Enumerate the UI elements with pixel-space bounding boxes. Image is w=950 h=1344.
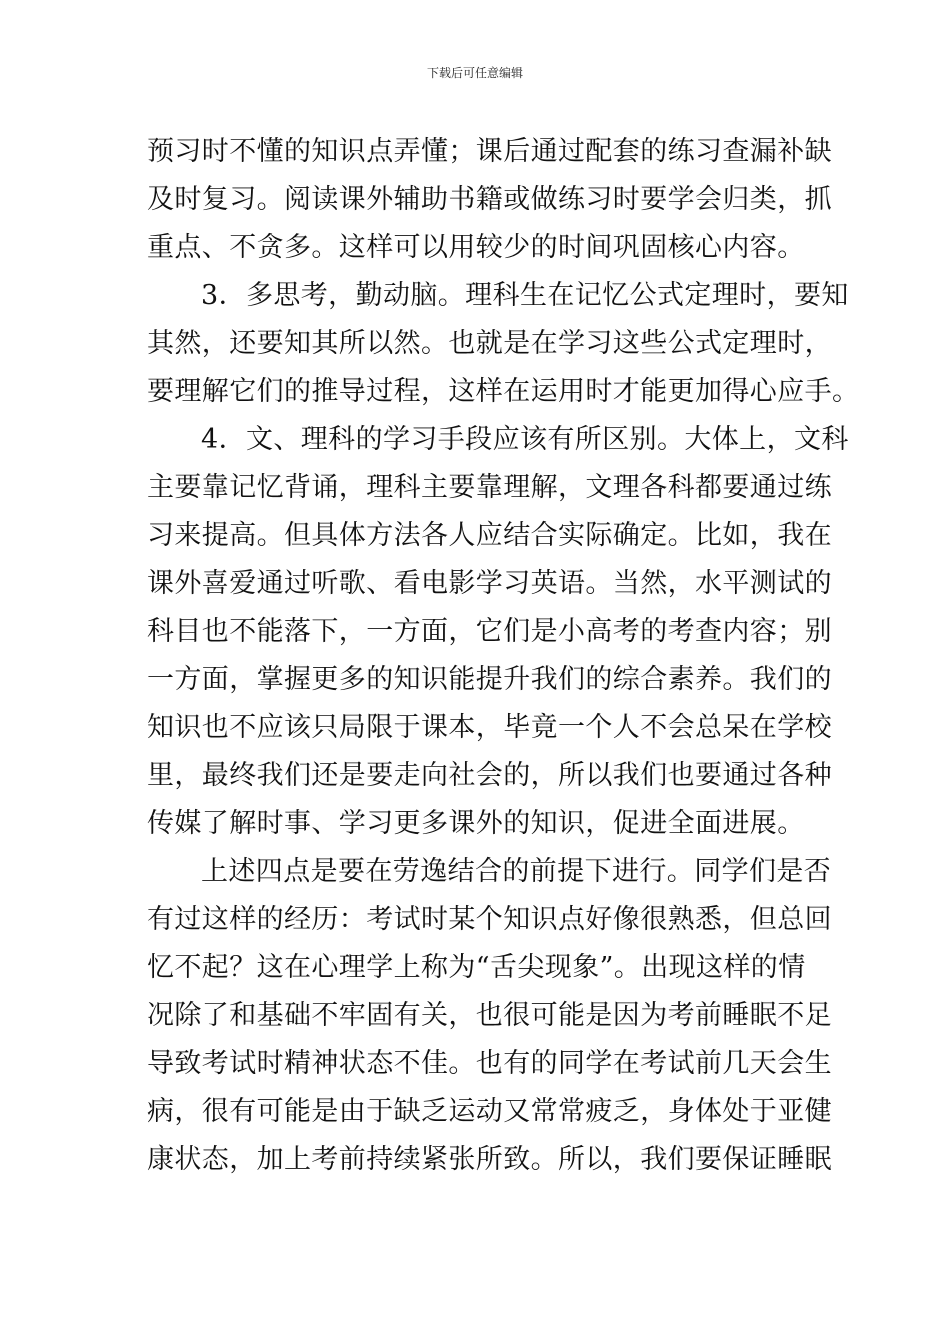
text-line: 传媒了解时事、学习更多课外的知识，促进全面进展。: [147, 808, 805, 839]
text-line: 病，很有可能是由于缺乏运动又常常疲乏，身体处于亚健: [147, 1096, 832, 1127]
text-line: 主要靠记忆背诵，理科主要靠理解，文理各科都要通过练: [147, 472, 832, 503]
text-line: 习来提高。但具体方法各人应结合实际确定。比如，我在: [147, 520, 832, 551]
text-line: 要理解它们的推导过程，这样在运用时才能更加得心应手。: [147, 376, 860, 407]
text-line: 一方面，掌握更多的知识能提升我们的综合素养。我们的: [147, 664, 832, 695]
text-line: 及时复习。阅读课外辅助书籍或做练习时要学会归类，抓: [147, 184, 832, 215]
text-line: 忆不起？这在心理学上称为“舌尖现象”。出现这样的情: [147, 952, 806, 983]
text-line: 康状态，加上考前持续紧张所致。所以，我们要保证睡眠: [147, 1144, 832, 1175]
text-line: 预习时不懂的知识点弄懂；课后通过配套的练习查漏补缺: [147, 136, 832, 167]
text-line: 里，最终我们还是要走向社会的，所以我们也要通过各种: [147, 760, 832, 791]
text-line: 其然，还要知其所以然。也就是在学习这些公式定理时，: [147, 328, 832, 359]
text-line: 4．文、理科的学习手段应该有所区别。大体上，文科: [201, 424, 849, 455]
text-line: 3．多思考，勤动脑。理科生在记忆公式定理时，要知: [201, 280, 849, 311]
text-line: 重点、不贪多。这样可以用较少的时间巩固核心内容。: [147, 232, 805, 263]
text-line: 况除了和基础不牢固有关，也很可能是因为考前睡眠不足: [147, 1000, 832, 1031]
text-line: 导致考试时精神状态不佳。也有的同学在考试前几天会生: [147, 1048, 832, 1079]
text-line: 有过这样的经历：考试时某个知识点好像很熟悉，但总回: [147, 904, 832, 935]
text-line: 科目也不能落下，一方面，它们是小高考的考查内容；别: [147, 616, 832, 647]
document-body: [147, 128, 860, 1184]
text-line: 知识也不应该只局限于课本，毕竟一个人不会总呆在学校: [147, 712, 832, 743]
page-header: 下载后可任意编辑: [426, 66, 523, 80]
text-line: 课外喜爱通过听歌、看电影学习英语。当然，水平测试的: [147, 568, 832, 599]
text-line: 上述四点是要在劳逸结合的前提下进行。同学们是否: [201, 856, 832, 887]
